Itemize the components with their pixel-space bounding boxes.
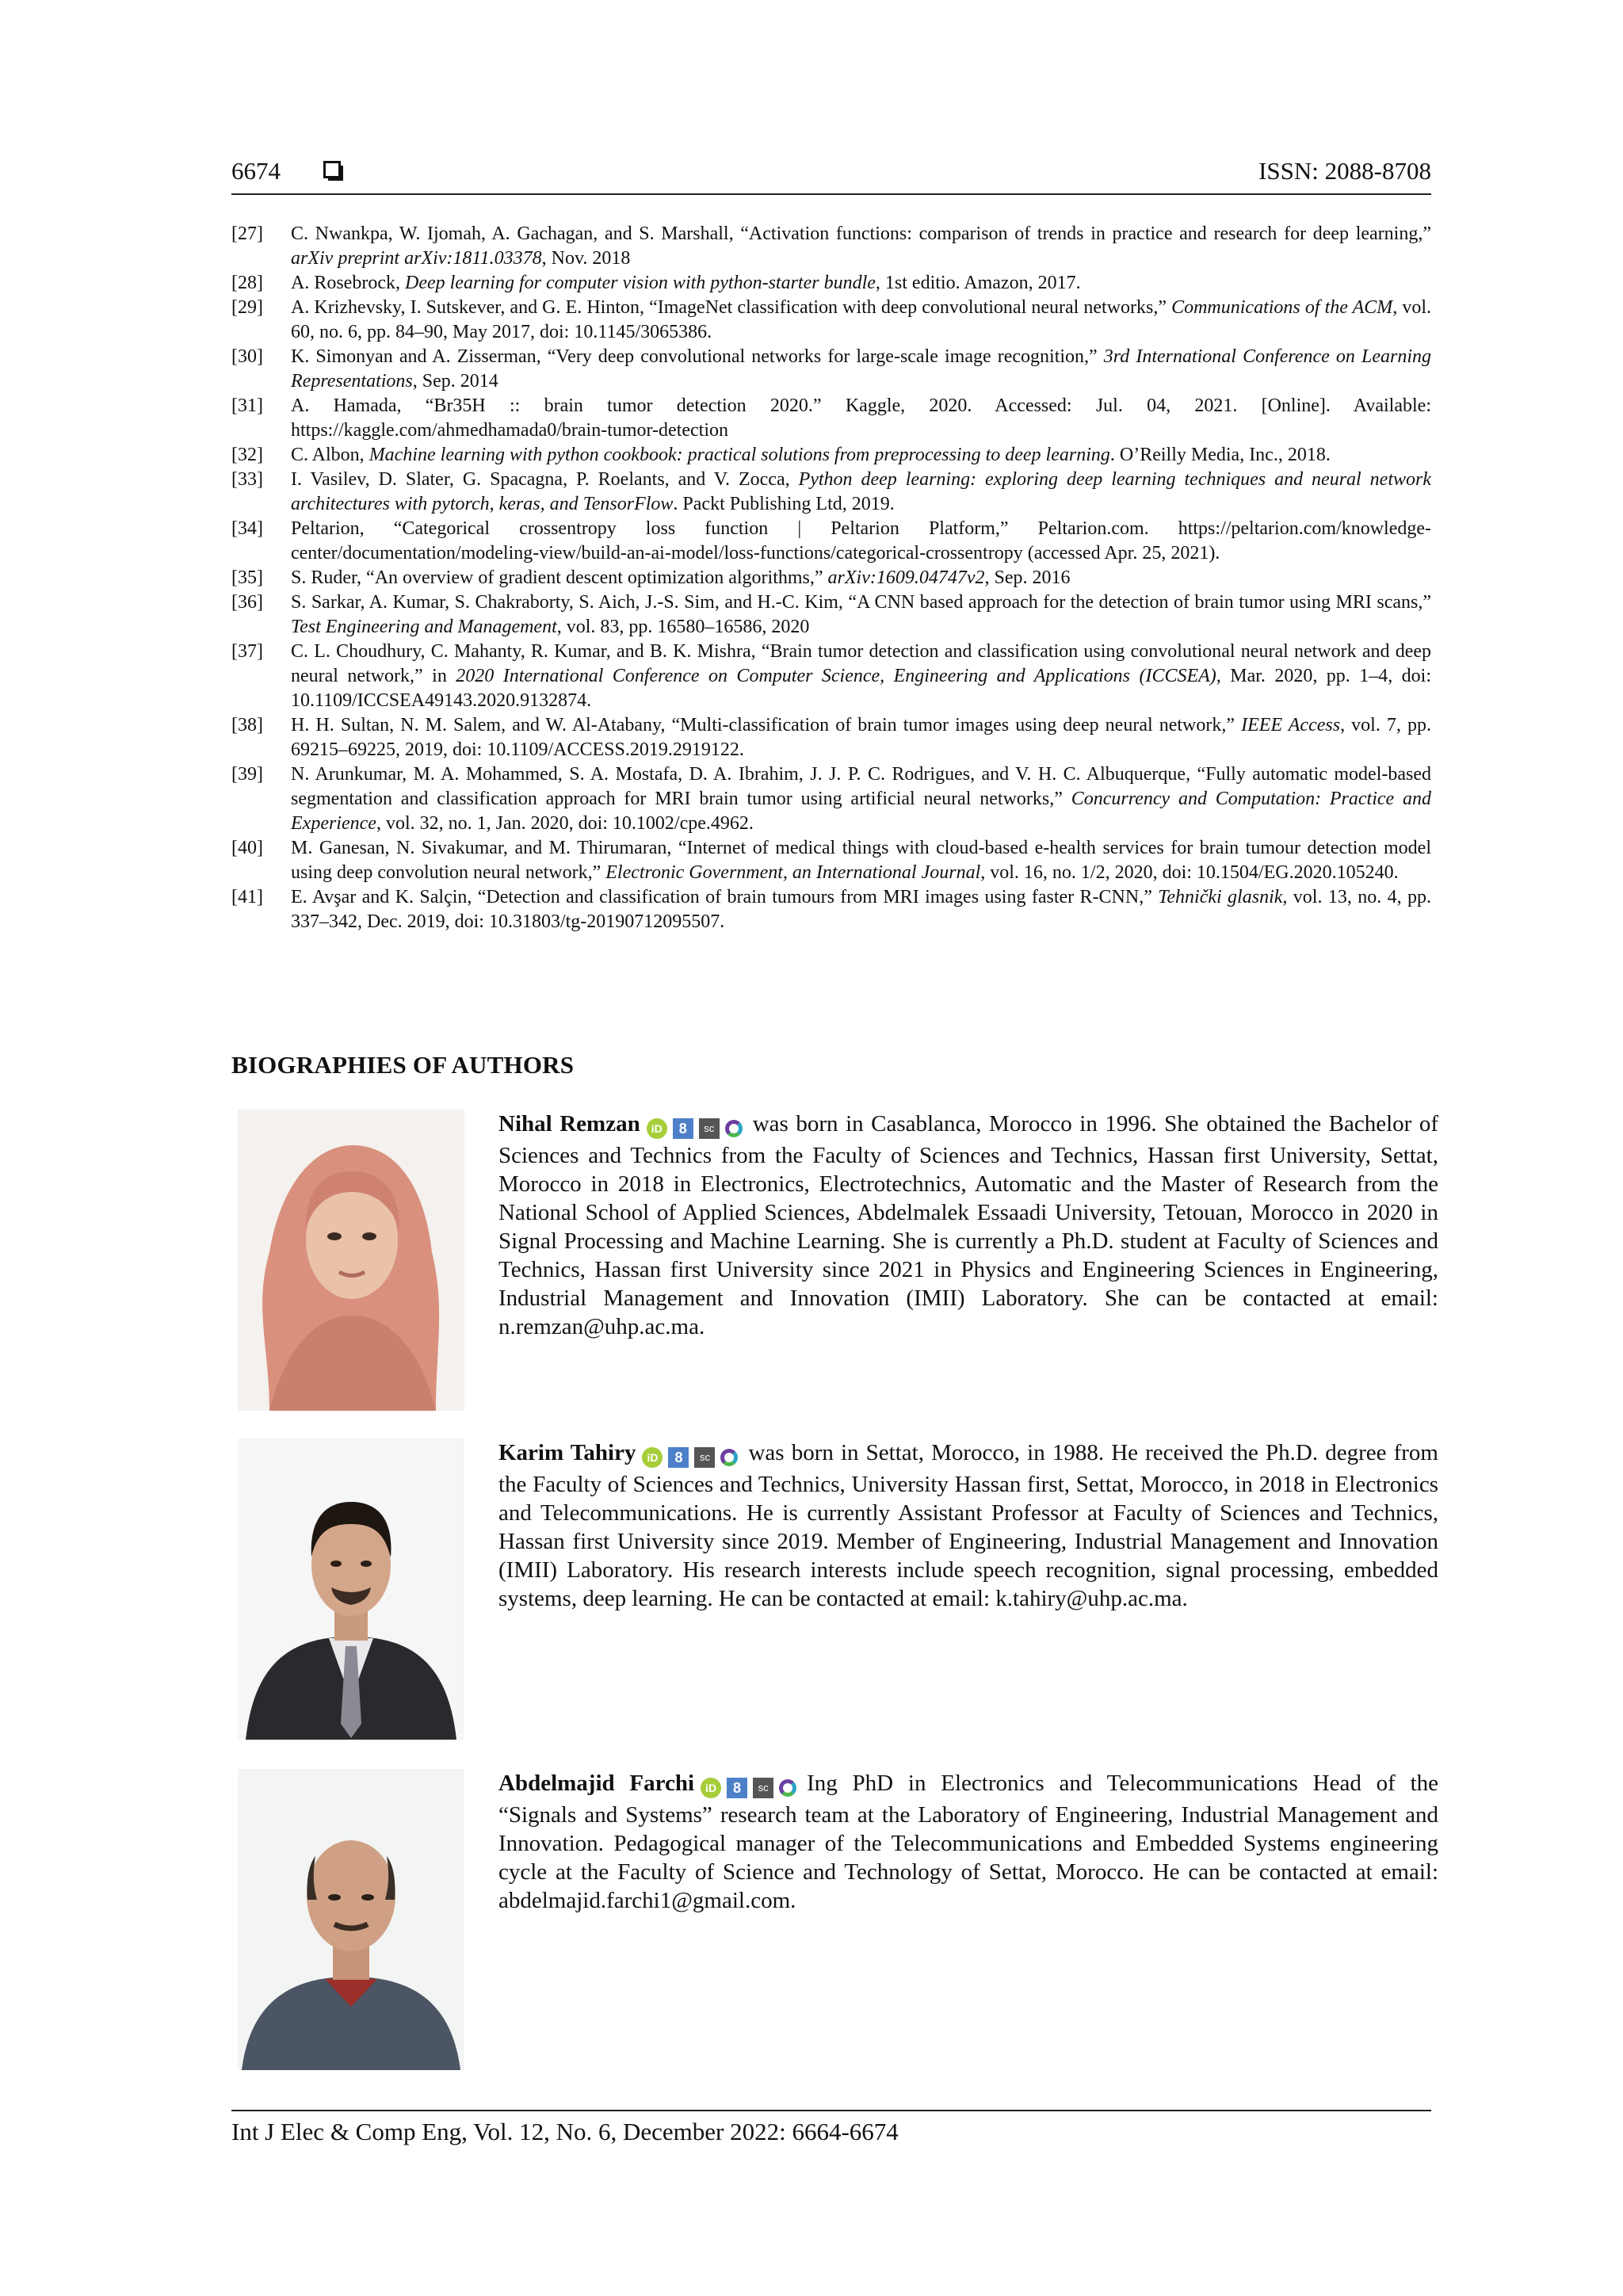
reference-item [231,590,1431,640]
reference-part: N. Arunkumar, M. A. Mohammed, S. A. Mostafa, D. A. Ibrahim, J. J. P. C. Rodrigues, and V. H. C. Albuquerque, “Fully automatic model-based segmentation and classification approach for MRI brain tumor using artificial neural networks,” [291,764,1431,809]
reference-number: [41] [231,887,263,907]
author-name: Nihal Remzan [498,1111,640,1137]
reference-text [291,566,1431,590]
reference-text [291,271,1431,296]
reference-italic-part: Test Engineering and Management [291,617,557,637]
reference-part: Peltarion, “Categorical crossentropy loss function | Peltarion Platform,” Peltarion.com. https://peltarion.com/knowledge-center/documentation/modeling-view/build-an-ai-model/loss-functions/categorical-crossentropy (accessed Apr. 25, 2021). [291,518,1431,563]
reference-text [291,762,1431,836]
author-description: Ing PhD in Electronics and Telecommunications Head of the “Signals and Systems” research team at the Laboratory of Engineering, Industrial Management and Innovation. Pedagogical manager of the Telecommunications and Embedded Systems engineering cycle at the Faculty of Science and Technology of Settat, Morocco. He can be contacted at email: abdelmajid.farchi1@gmail.com. [498,1771,1439,1913]
reference-part: , vol. 13, no. 4, pp. 337–342, Dec. 2019, doi: 10.31803/tg-20190712095507. [291,887,1431,932]
reference-item [231,468,1431,517]
reference-text [291,885,1431,934]
reference-number: [29] [231,297,263,318]
google-scholar-icon[interactable]: 8 [727,1778,747,1798]
reference-item [231,885,1431,934]
reference-number: [28] [231,273,263,293]
reference-text [291,713,1431,762]
reference-number: [27] [231,223,263,244]
reference-item [231,517,1431,566]
reference-text [291,222,1431,271]
reference-text [291,296,1431,345]
reference-italic-part: Deep learning for computer vision with python-starter bundle [404,273,876,293]
profile-icons [701,1772,802,1801]
reference-text [291,590,1431,640]
author-bio-text [498,1110,1438,1341]
publons-icon[interactable] [725,1120,743,1137]
citation-footer: Int J Elec & Comp Eng, Vol. 12, No. 6, December 2022: 6664-6674 [231,2118,899,2145]
reference-number: [33] [231,469,263,490]
reference-number: [31] [231,395,263,416]
scopus-icon[interactable]: sc [699,1118,720,1139]
reference-part: C. Albon, [291,445,369,465]
reference-italic-part: Concurrency and Computation: Practice and Experience [291,789,1431,834]
reference-part: , Sep. 2016 [984,567,1071,588]
reference-part: , 1st editio. Amazon, 2017. [875,273,1081,293]
reference-part: M. Ganesan, N. Sivakumar, and M. Thirumaran, “Internet of medical things with cloud-based e-health services for brain tumour detection model using deep convolution neural network,” [291,838,1431,883]
reference-item [231,640,1431,713]
google-scholar-icon[interactable]: 8 [668,1447,689,1468]
reference-part: A. Rosebrock, [291,273,405,293]
reference-part: . O’Reilly Media, Inc., 2018. [1109,445,1331,465]
reference-part: , Sep. 2014 [412,371,498,392]
journal-box-icon [323,161,341,178]
reference-item [231,296,1431,345]
reference-part: C. L. Choudhury, C. Mahanty, R. Kumar, and B. K. Mishra, “Brain tumor detection and classification using convolutional neural network and deep neural network,” in [291,641,1431,686]
profile-icons [642,1442,743,1470]
reference-item [231,836,1431,885]
reference-text [291,640,1431,713]
orcid-icon[interactable]: iD [701,1778,721,1798]
reference-number: [40] [231,838,263,858]
reference-italic-part: 2020 International Conference on Computer Science, Engineering and Applications (ICCSEA) [456,666,1216,686]
publons-icon[interactable] [720,1449,738,1466]
reference-italic-part: 3rd International Conference on Learning Representations [291,346,1431,392]
reference-italic-part: Python deep learning: exploring deep learning techniques and neural network architectures with pytorch, keras, and TensorFlow [291,469,1431,514]
reference-text [291,394,1431,443]
reference-text [291,443,1431,468]
author-name: Abdelmajid Farchi [498,1771,695,1796]
reference-item [231,713,1431,762]
reference-item [231,271,1431,296]
reference-number: [34] [231,518,263,539]
reference-item [231,222,1431,271]
reference-list [231,222,1431,934]
author-bio-text [498,1438,1438,1613]
reference-italic-part: Electronic Government, an International Journal [605,862,981,883]
reference-part: , vol. 60, no. 6, pp. 84–90, May 2017, doi: 10.1145/3065386. [291,297,1431,342]
reference-part: C. Nwankpa, W. Ijomah, A. Gachagan, and S. Marshall, “Activation functions: comparison of trends in practice and research for deep learning,” [291,223,1431,244]
author-photo-abdelmajid-farchi [238,1769,464,2070]
reference-text [291,468,1431,517]
section-heading: BIOGRAPHIES OF AUTHORS [231,1051,575,1079]
reference-number: [39] [231,764,263,785]
reference-part: E. Avşar and K. Salçin, “Detection and classification of brain tumours from MRI images using faster R-CNN,” [291,887,1159,907]
reference-item [231,394,1431,443]
reference-part: S. Ruder, “An overview of gradient descent optimization algorithms,” [291,567,828,588]
author-photo-karim-tahiry [238,1438,464,1740]
reference-part: H. H. Sultan, N. M. Salem, and W. Al-Atabany, “Multi-classification of brain tumor images using deep neural network,” [291,715,1242,735]
author-name: Karim Tahiry [498,1440,636,1465]
issn: ISSN: 2088-8708 [1258,157,1431,185]
reference-number: [30] [231,346,263,367]
reference-part: K. Simonyan and A. Zisserman, “Very deep convolutional networks for large-scale image recognition,” [291,346,1104,367]
page-number: 6674 [231,157,281,185]
orcid-icon[interactable]: iD [647,1118,667,1139]
reference-number: [37] [231,641,263,662]
reference-part: , Mar. 2020, pp. 1–4, doi: 10.1109/ICCSEA49143.2020.9132874. [291,666,1431,711]
reference-italic-part: arXiv:1609.04747v2 [827,567,985,588]
reference-item [231,443,1431,468]
scopus-icon[interactable]: sc [753,1778,773,1798]
reference-part: . Packt Publishing Ltd, 2019. [673,494,895,514]
google-scholar-icon[interactable]: 8 [673,1118,693,1139]
author-photo-nihal-remzan [238,1110,464,1411]
author-description: was born in Settat, Morocco, in 1988. He received the Ph.D. degree from the Faculty of Sciences and Technics, University Hassan first, Settat, Morocco, in 2018 in Electronics and Telecommunications. He is currently Assistant Professor at Faculty of Sciences and Technics, Hassan first University since 2019. Member of Engineering, Industrial Management and Innovation (IMII) Laboratory. His research interests include speech recognition, signal processing, embedded systems, deep learning. He can be contacted at email: k.tahiry@uhp.ac.ma. [498,1440,1438,1611]
reference-number: [38] [231,715,263,735]
reference-italic-part: Machine learning with python cookbook: practical solutions from preprocessing to deep learning [369,445,1110,465]
reference-italic-part: Tehnički glasnik [1158,887,1283,907]
orcid-icon[interactable]: iD [642,1447,663,1468]
reference-number: [36] [231,592,263,613]
author-description: was born in Casablanca, Morocco in 1996. She obtained the Bachelor of Sciences and Technics from the Faculty of Sciences and Technics, Hassan first University, Settat, Morocco in 2018 in Electronics, Electrotechnics, Automatic and the Master of Research from the National School of Applied Sciences, Abdelmalek Essaadi University, Tetouan, Morocco in 2020 in Signal Processing and Machine Learning. She is currently a Ph.D. student at Faculty of Sciences and Technics, Hassan first University since 2021 in Physics and Engineering Sciences in Engineering, Industrial Management and Innovation (IMII) Laboratory. She can be contacted at email: n.remzan@uhp.ac.ma. [498,1111,1438,1339]
reference-part: A. Krizhevsky, I. Sutskever, and G. E. Hinton, “ImageNet classification with deep convolutional neural networks,” [291,297,1172,318]
reference-number: [32] [231,445,263,465]
reference-item [231,566,1431,590]
reference-part: , vol. 83, pp. 16580–16586, 2020 [556,617,810,637]
author-bio-text [498,1769,1438,1915]
reference-italic-part: IEEE Access [1241,715,1341,735]
reference-item [231,345,1431,394]
reference-italic-part: arXiv preprint arXiv:1811.03378 [291,248,542,269]
reference-italic-part: Communications of the ACM [1171,297,1393,318]
publons-icon[interactable] [779,1779,796,1797]
reference-number: [35] [231,567,263,588]
reference-part: , Nov. 2018 [541,248,631,269]
reference-text [291,517,1431,566]
profile-icons [647,1113,748,1141]
reference-part: I. Vasilev, D. Slater, G. Spacagna, P. Roelants, and V. Zocca, [291,469,799,490]
page-header [231,155,1431,195]
reference-text [291,836,1431,885]
reference-item [231,762,1431,836]
reference-part: , vol. 32, no. 1, Jan. 2020, doi: 10.1002/cpe.4962. [376,813,754,834]
reference-part: , vol. 7, pp. 69215–69225, 2019, doi: 10.1109/ACCESS.2019.2919122. [291,715,1431,760]
reference-text [291,345,1431,394]
scopus-icon[interactable]: sc [694,1447,715,1468]
reference-part: S. Sarkar, A. Kumar, S. Chakraborty, S. Aich, J.-S. Sim, and H.-C. Kim, “A CNN based approach for the detection of brain tumor using MRI scans,” [291,592,1431,613]
reference-part: A. Hamada, “Br35H :: brain tumor detection 2020.” Kaggle, 2020. Accessed: Jul. 04, 2021. [Online]. Available: https://kaggle.com/ahmedhamada0/brain-tumor-detection [291,395,1431,441]
reference-part: , vol. 16, no. 1/2, 2020, doi: 10.1504/EG.2020.105240. [980,862,1399,883]
page-footer [231,2110,1431,2145]
